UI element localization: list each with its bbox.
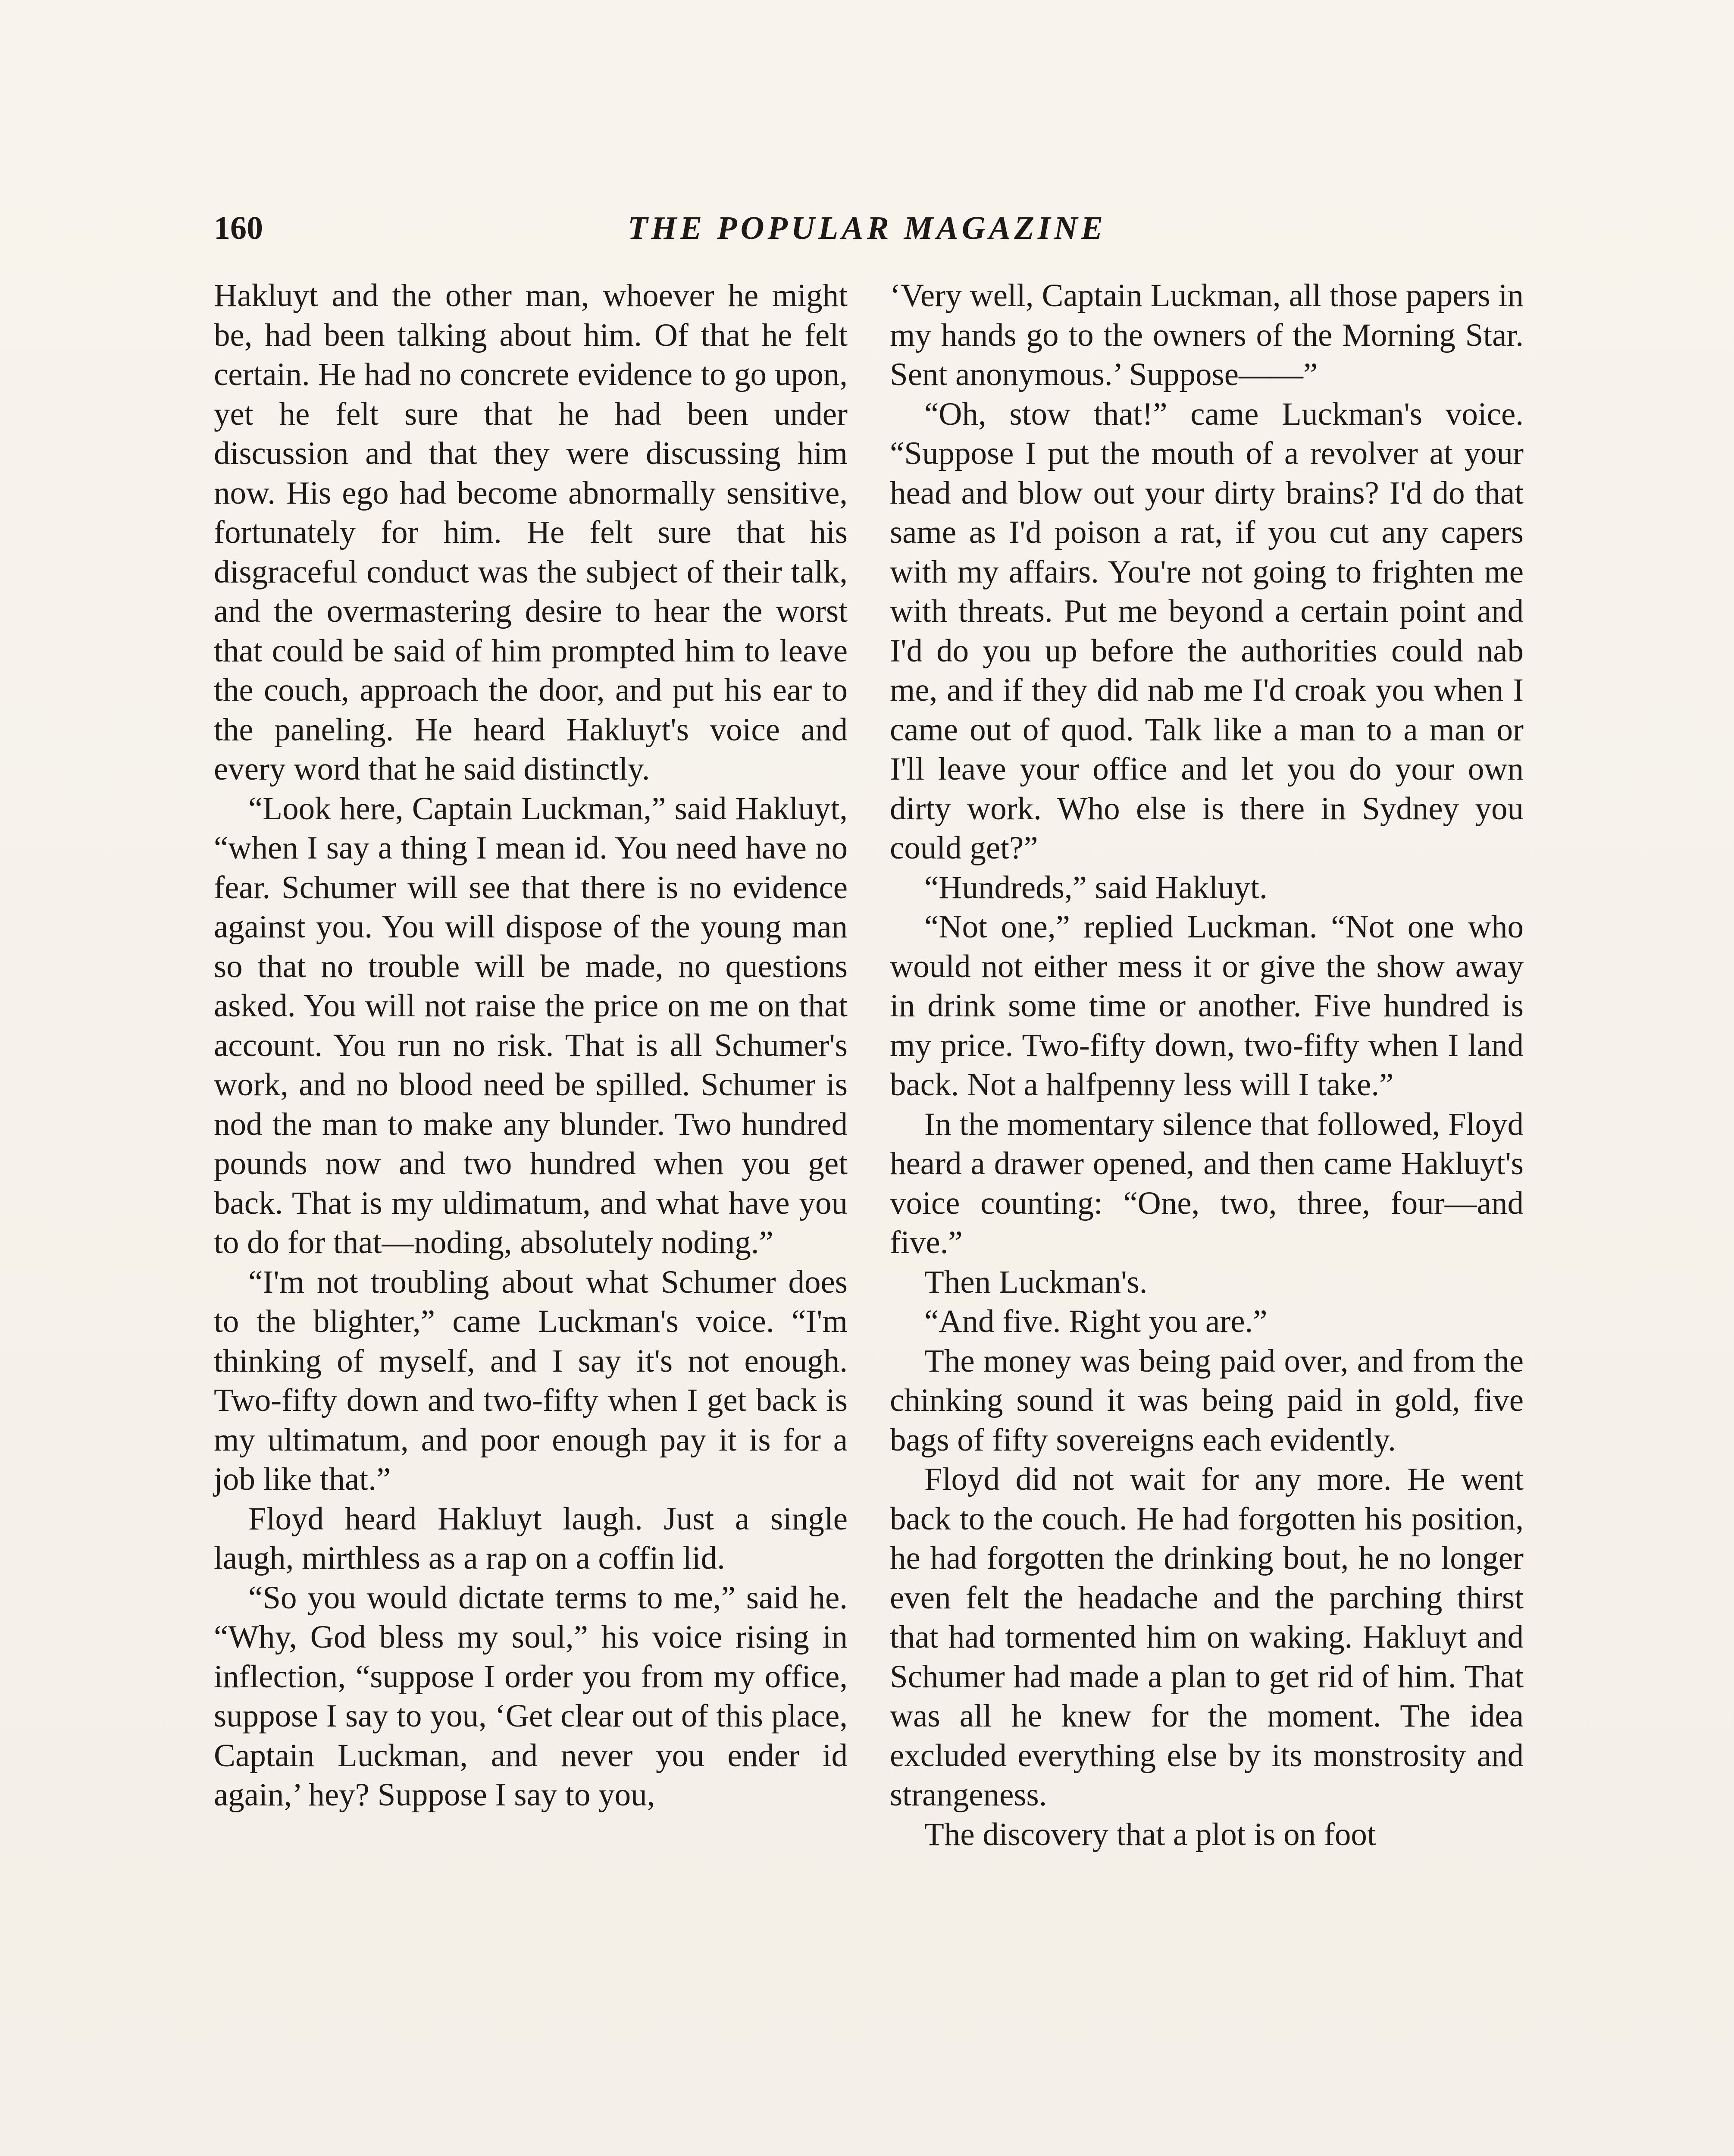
paragraph: Then Luckman's.	[924, 1264, 1148, 1300]
paragraph: Floyd heard Hakluyt laugh. Just a single laugh, mirthless as a rap on a coffin lid.	[214, 1501, 848, 1576]
paragraph: The discovery that a plot is on foot	[924, 1816, 1376, 1852]
paragraph: Floyd did not wait for any more. He went back to the couch. He had forgotten his position, he had forgotten the drinking bout, he no longer even felt the headache and the parching thirst that had tormented him on waking. Hakluyt and Schumer had made a plan to get rid of him. That was all he knew for the moment. The idea excluded everything else by its monstrosity and strangeness.	[890, 1461, 1524, 1813]
paragraph: “So you would dictate terms to me,” said he. “Why, God bless my soul,” his voice rising in inflection, “suppose I order you from my office, suppose I say to you, ‘Get clear out of this place, Captain Luckman, and never you ender id again,’ hey? Suppose I say to you,	[214, 1579, 848, 1813]
paragraph: “And five. Right you are.”	[924, 1304, 1268, 1339]
paragraph: “Hundreds,” said Hakluyt.	[924, 869, 1268, 906]
paragraph: ‘Very well, Captain Luckman, all those papers in my hands go to the owners of the Morning Star. Sent anonymous.’ Suppose——”	[890, 278, 1524, 392]
paragraph: Hakluyt and the other man, whoever he might be, had been talking about him. Of that he felt certain. He had no concrete evidence to go upon, yet he felt sure that he had been under discussion and that they were discussing him now. His ego had become abnormally sensitive, fortunately for him. He felt sure that his disgraceful conduct was the subject of their talk, and the overmastering desire to hear the worst that could be said of him prompted him to leave the couch, approach the door, and put his ear to the paneling. He heard Hakluyt's voice and every word that he said distinctly.	[214, 278, 848, 787]
page-header	[214, 204, 1520, 252]
paragraph: The money was being paid over, and from the chinking sound it was being paid in gold, five bags of fifty sovereigns each evidently.	[890, 1343, 1524, 1458]
paragraph: “Look here, Captain Luckman,” said Hakluyt, “when I say a thing I mean id. You need have no fear. Schumer will see that there is no evidence against you. You will dispose of the young man so that no trouble will be made, no questions asked. You will not raise the price on me on that account. You run no risk. That is all Schumer's work, and no blood need be spilled. Schumer is nod the man to make any blunder. Two hundred pounds now and two hundred when you get back. That is my uldimatum, and what have you to do for that—noding, absolutely noding.”	[214, 790, 848, 1260]
paragraph: “Not one,” replied Luckman. “Not one who would not either mess it or give the show away in drink some time or another. Five hundred is my price. Two-fifty down, two-fifty when I land back. Not a halfpenny less will I take.”	[890, 909, 1524, 1103]
right-column	[890, 276, 1524, 1854]
paragraph: “I'm not troubling about what Schumer does to the blighter,” came Luckman's voice. “I'm thinking of myself, and I say it's not enough. Two-fifty down and two-fifty when I get back is my ultimatum, and poor enough pay it is for a job like that.”	[214, 1264, 848, 1497]
paragraph: “Oh, stow that!” came Luckman's voice. “Suppose I put the mouth of a revolver at your head and blow out your dirty brains? I'd do that same as I'd poison a rat, if you cut any capers with my affairs. You're not going to frighten me with threats. Put me beyond a certain point and I'd do you up before the authorities could nab me, and if they did nab me I'd croak you when I came out of quod. Talk like a man to a man or I'll leave your office and let you do your own dirty work. Who else is there in Sydney you could get?”	[890, 396, 1524, 866]
page-number: 160	[214, 210, 263, 246]
paragraph: In the momentary silence that followed, Floyd heard a drawer opened, and then came Hakluyt's voice counting: “One, two, three, four—and five.”	[890, 1106, 1524, 1260]
left-column	[214, 276, 848, 1815]
running-head: THE POPULAR MAGAZINE	[627, 210, 1107, 246]
